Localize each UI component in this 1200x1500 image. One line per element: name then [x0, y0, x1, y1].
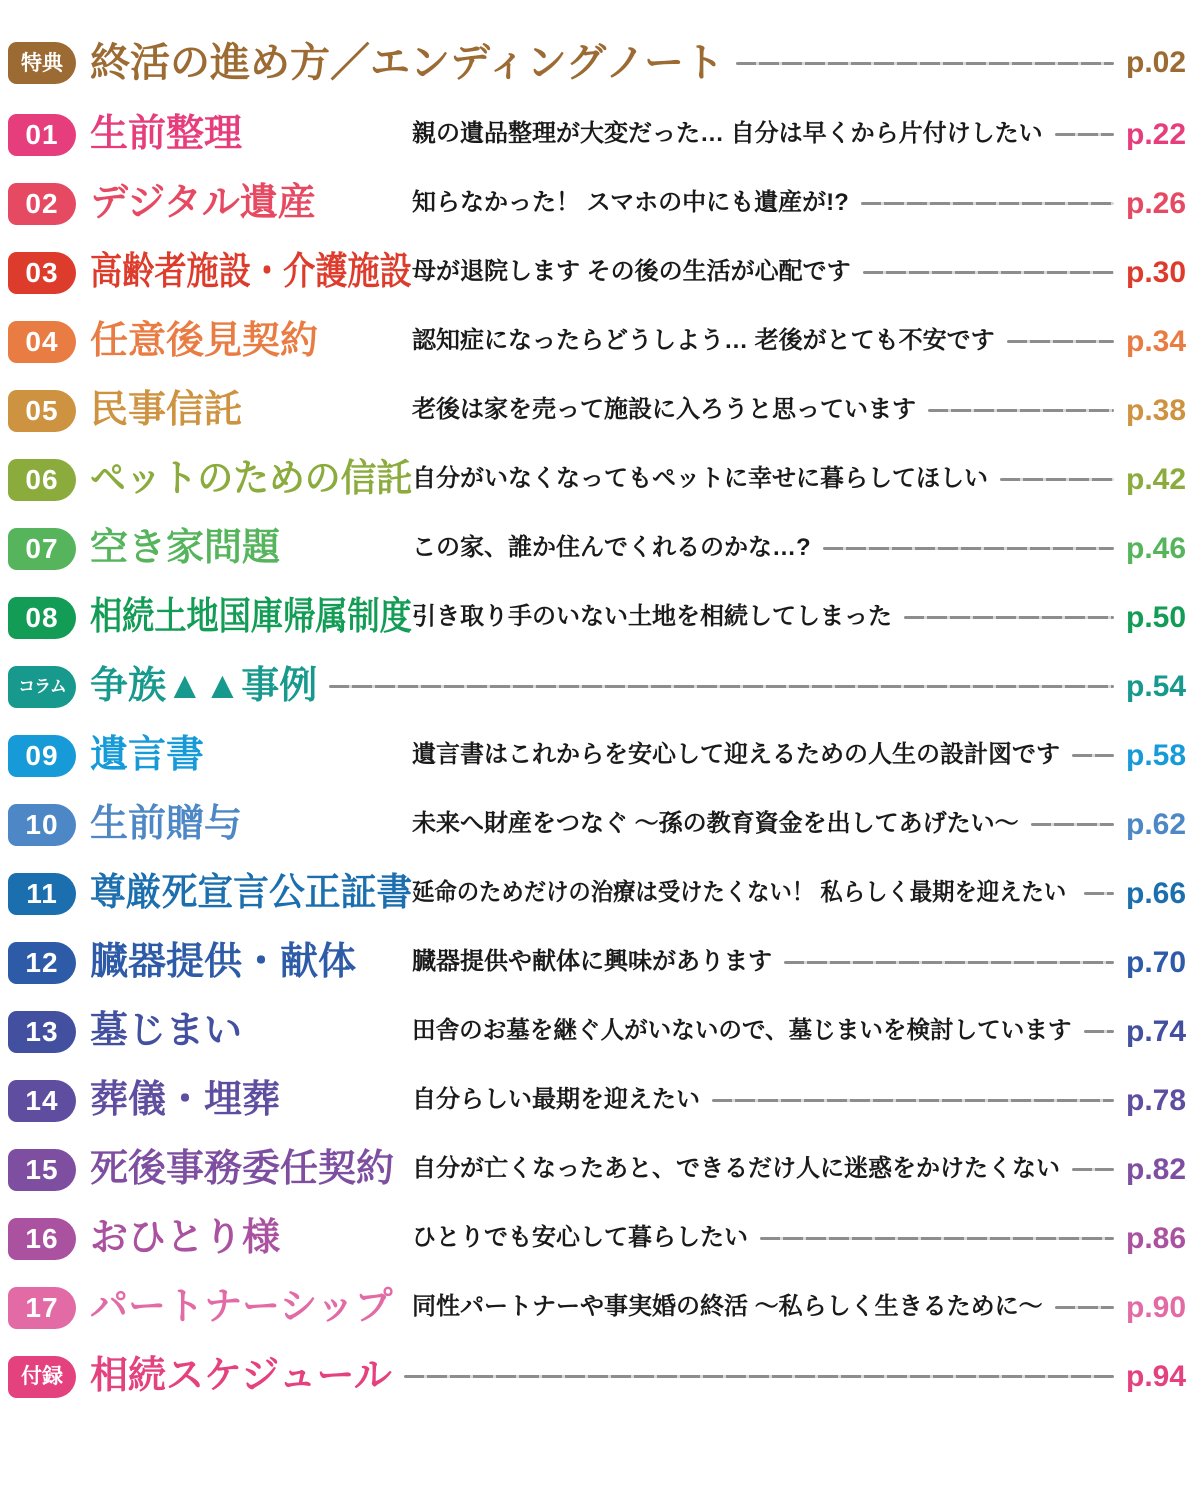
chapter-title: 死後事務委任契約: [90, 1147, 395, 1190]
chapter-description: 臓器提供や献体に興味があります: [412, 948, 772, 976]
chapter-title: 高齢者施設・介護施設: [90, 250, 412, 293]
toc-row: [8, 721, 1190, 790]
leader-line: [736, 62, 1114, 65]
toc-row: [8, 583, 1190, 652]
chapter-description: 自分が亡くなったあと、できるだけ人に迷惑をかけたくない: [412, 1155, 1060, 1183]
page-number: p.74: [1126, 1014, 1187, 1048]
leader-line: [928, 409, 1114, 412]
leader-line: [329, 685, 1114, 688]
chapter-number-badge: 04: [8, 321, 76, 363]
chapter-description: 母が退院します その後の生活が心配です: [412, 258, 851, 286]
leader-line: [1084, 1030, 1114, 1033]
toc-row: [8, 1204, 1190, 1273]
chapter-number-badge: コラム: [8, 666, 76, 708]
chapter-description: 田舎のお墓を継ぐ人がいないので、墓じまいを検討しています: [412, 1017, 1072, 1045]
chapter-title: おひとり様: [90, 1216, 281, 1259]
chapter-title: 争族▲▲事例: [90, 664, 318, 707]
toc-row: [8, 26, 1190, 100]
toc-row: [8, 790, 1190, 859]
chapter-title: ペットのための信託: [90, 457, 413, 500]
page-number: p.26: [1126, 186, 1187, 220]
page-number: p.22: [1126, 117, 1187, 151]
page-number: p.78: [1126, 1083, 1187, 1117]
toc-row: [8, 652, 1190, 721]
chapter-description: 知らなかった！ スマホの中にも遺産が!?: [412, 189, 849, 217]
page-number: p.70: [1126, 945, 1187, 979]
toc-row: [8, 997, 1190, 1066]
chapter-number-badge: 12: [8, 942, 76, 984]
toc-row: [8, 100, 1190, 169]
page-number: p.58: [1126, 738, 1187, 772]
chapter-number-badge: 02: [8, 183, 76, 225]
chapter-title: 空き家問題: [90, 526, 281, 569]
chapter-title: 生前贈与: [90, 802, 243, 845]
page-number: p.62: [1126, 807, 1187, 841]
chapter-number-badge: 17: [8, 1287, 76, 1329]
toc-row: [8, 169, 1190, 238]
leader-line: [1084, 892, 1114, 895]
leader-line: [863, 271, 1114, 274]
chapter-title: 相続スケジュール: [90, 1354, 392, 1397]
toc-row: [8, 1273, 1190, 1342]
chapter-description: 遺言書はこれからを安心して迎えるための人生の設計図です: [412, 741, 1060, 769]
toc-row: [8, 238, 1190, 307]
chapter-description: この家、誰か住んでくれるのかな…?: [412, 534, 811, 562]
leader-line: [784, 961, 1114, 964]
chapter-title: 尊厳死宣言公正証書: [90, 871, 413, 914]
chapter-description: 同性パートナーや事実婚の終活 ～私らしく生きるために～: [412, 1293, 1043, 1321]
chapter-title: 生前整理: [90, 112, 243, 155]
chapter-number-badge: 01: [8, 114, 76, 156]
leader-line: [404, 1375, 1114, 1378]
chapter-title: 葬儀・埋葬: [90, 1078, 281, 1121]
page-number: p.82: [1126, 1152, 1187, 1186]
chapter-number-badge: 14: [8, 1080, 76, 1122]
chapter-title: 民事信託: [90, 388, 243, 431]
leader-line: [1000, 478, 1114, 481]
chapter-number-badge: 10: [8, 804, 76, 846]
toc-row: [8, 859, 1190, 928]
page-number: p.50: [1126, 600, 1187, 634]
chapter-description: 引き取り手のいない土地を相続してしまった: [412, 603, 892, 631]
leader-line: [712, 1099, 1114, 1102]
page-number: p.54: [1126, 669, 1187, 703]
page-number: p.86: [1126, 1221, 1187, 1255]
chapter-title: デジタル遺産: [90, 181, 316, 224]
leader-line: [1031, 823, 1114, 826]
page-number: p.02: [1126, 46, 1187, 79]
chapter-title: 墓じまい: [90, 1009, 243, 1052]
toc-row: [8, 1342, 1190, 1411]
toc-row: [8, 1066, 1190, 1135]
page-number: p.34: [1126, 324, 1187, 358]
chapter-title: 終活の進め方／エンディングノート: [90, 41, 724, 85]
leader-line: [1007, 340, 1114, 343]
toc-row: [8, 1135, 1190, 1204]
page-number: p.46: [1126, 531, 1187, 565]
leader-line: [1055, 133, 1114, 136]
page-number: p.66: [1126, 876, 1187, 910]
chapter-number-badge: 07: [8, 528, 76, 570]
chapter-description: 延命のためだけの治療は受けたくない！ 私らしく最期を迎えたい: [412, 879, 1067, 907]
leader-line: [904, 616, 1114, 619]
chapter-number-badge: 特典: [8, 42, 76, 84]
chapter-description: 未来へ財産をつなぐ ～孫の教育資金を出してあげたい～: [412, 810, 1019, 838]
chapter-description: 認知症になったらどうしよう… 老後がとても不安です: [412, 327, 995, 355]
page-number: p.94: [1126, 1359, 1187, 1393]
leader-line: [861, 202, 1114, 205]
chapter-title: 臓器提供・献体: [90, 940, 357, 983]
chapter-title: 遺言書: [90, 733, 205, 776]
chapter-title: パートナーシップ: [90, 1285, 393, 1328]
leader-line: [760, 1237, 1114, 1240]
chapter-description: 親の遺品整理が大変だった… 自分は早くから片付けしたい: [412, 120, 1043, 148]
chapter-number-badge: 09: [8, 735, 76, 777]
chapter-description: 自分がいなくなってもペットに幸せに暮らしてほしい: [412, 465, 988, 493]
chapter-description: ひとりでも安心して暮らしたい: [412, 1224, 748, 1252]
toc-row: [8, 445, 1190, 514]
chapter-description: 自分らしい最期を迎えたい: [412, 1086, 700, 1114]
page-number: p.30: [1126, 255, 1187, 289]
leader-line: [1072, 754, 1114, 757]
chapter-number-badge: 05: [8, 390, 76, 432]
chapter-number-badge: 13: [8, 1011, 76, 1053]
chapter-number-badge: 15: [8, 1149, 76, 1191]
toc-row: [8, 928, 1190, 997]
chapter-number-badge: 16: [8, 1218, 76, 1260]
page-number: p.90: [1126, 1290, 1187, 1324]
chapter-title: 相続土地国庫帰属制度: [90, 595, 412, 638]
chapter-number-badge: 08: [8, 597, 76, 639]
chapter-number-badge: 11: [8, 873, 76, 915]
leader-line: [823, 547, 1114, 550]
leader-line: [1072, 1168, 1114, 1171]
toc-row: [8, 376, 1190, 445]
chapter-number-badge: 06: [8, 459, 76, 501]
page-number: p.42: [1126, 462, 1187, 496]
toc-row: [8, 307, 1190, 376]
chapter-number-badge: 03: [8, 252, 76, 294]
chapter-number-badge: 付録: [8, 1356, 76, 1398]
leader-line: [1055, 1306, 1114, 1309]
chapter-title: 任意後見契約: [90, 319, 319, 362]
page-number: p.38: [1126, 393, 1187, 427]
chapter-description: 老後は家を売って施設に入ろうと思っています: [412, 396, 916, 424]
toc-row: [8, 514, 1190, 583]
